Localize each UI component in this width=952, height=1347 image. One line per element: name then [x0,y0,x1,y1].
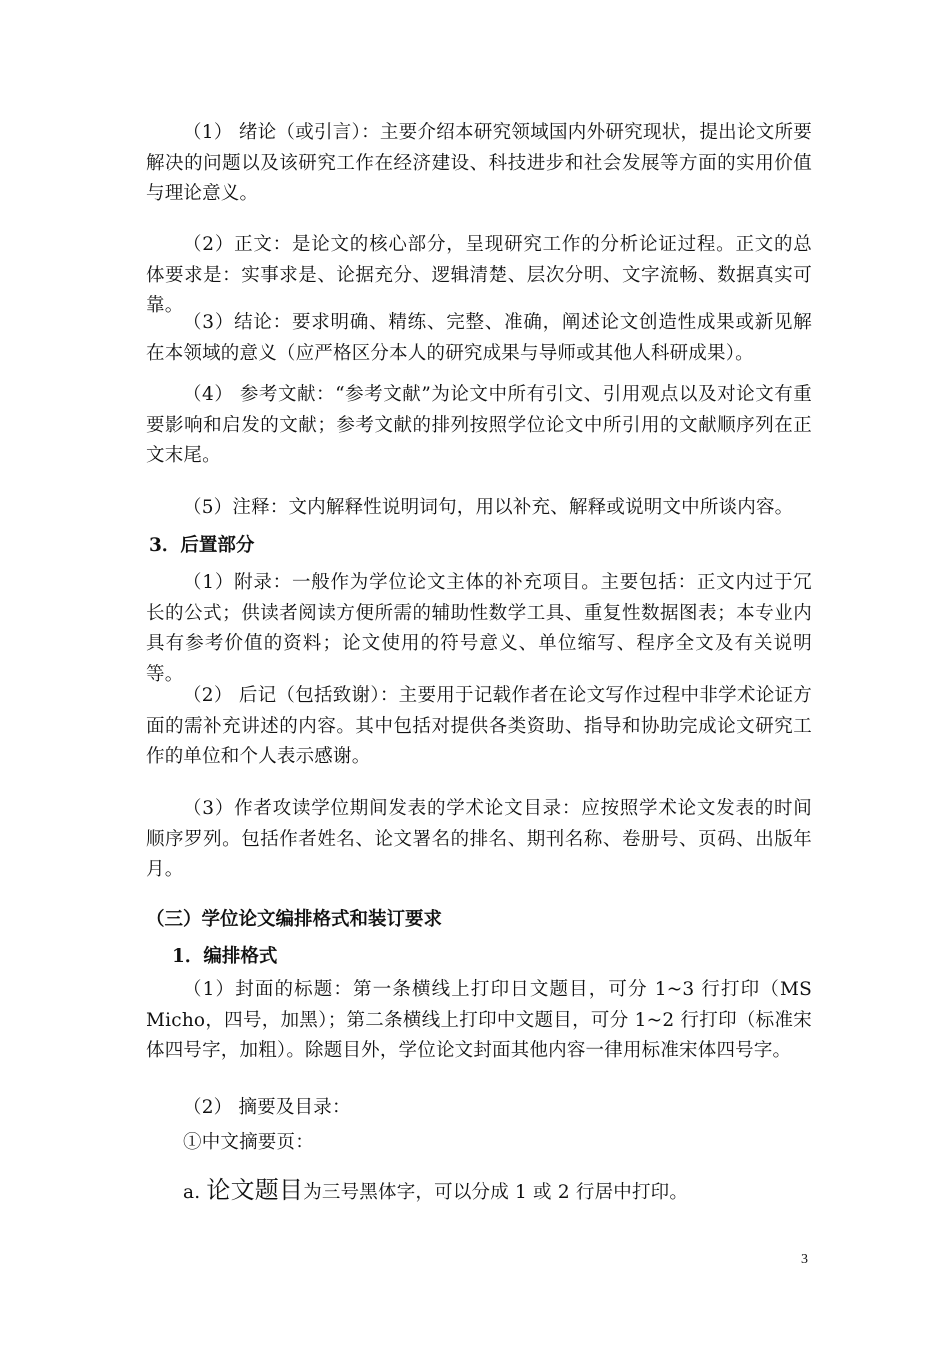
paragraph-chinese-abstract: ①中文摘要页： [183,1132,314,1153]
paragraph-main-body: （2）正文：是论文的核心部分，呈现研究工作的分析论证过程。正文的总体要求是：实事求是、论据充分、逻辑清楚、层次分明、文字流畅、数据真实可靠。 [146,234,812,316]
paragraph-appendix: （1）附录：一般作为学位论文主体的补充项目。主要包括：正文内过于冗长的公式；供读者阅读方便所需的辅助性数学工具、重复性数据图表；本专业内具有参考价值的资料；论文使用的符号意义、单位缩写、程序全文及有关说明等。 [146,572,812,685]
rule-text: 为三号黑体字，可以分成 1 或 2 行居中打印。 [303,1182,689,1203]
paragraph-conclusion: （3）结论：要求明确、精练、完整、准确，阐述论文创造性成果或新见解在本领域的意义（应严格区分本人的研究成果与导师或其他人科研成果）。 [146,312,812,364]
page-number: 3 [801,1252,808,1267]
large-text-sample: 论文题目 [206,1176,304,1204]
paragraph-thesis-title-rule [146,1172,812,1211]
paragraph-cover-title: （1）封面的标题：第一条横线上打印日文题目，可分 1~3 行打印（MS Micho，四号，加黑）；第二条横线上打印中文题目，可分 1~2 行打印（标准宋体四号字，加粗）。除题目外，学位论文封面其他内容一律用标准宋体四号字。 [146,979,812,1061]
paragraph-notes: （5）注释：文内解释性说明词句，用以补充、解释或说明文中所谈内容。 [183,497,794,518]
item-marker: a. [183,1182,201,1203]
heading-back-matter: 3．后置部分 [149,535,255,556]
paragraph-introduction: （1） 绪论（或引言）：主要介绍本研究领域国内外研究现状，提出论文所要解决的问题以及该研究工作在经济建设、科技进步和社会发展等方面的实用价值与理论意义。 [146,122,812,204]
paragraph-postscript: （2） 后记（包括致谢）：主要用于记载作者在论文写作过程中非学术论证方面的需补充讲述的内容。其中包括对提供各类资助、指导和协助完成论文研究工作的单位和个人表示感谢。 [146,685,812,767]
paragraph-references: （4） 参考文献：“参考文献”为论文中所有引文、引用观点以及对论文有重要影响和启发的文献；参考文献的排列按照学位论文中所引用的文献顺序列在正文末尾。 [146,384,812,466]
paragraph-abstract-toc: （2） 摘要及目录： [183,1097,351,1118]
heading-layout-format: 1．编排格式 [172,946,278,967]
section-heading-format: （三）学位论文编排格式和装订要求 [146,909,443,930]
paragraph-publication-list: （3）作者攻读学位期间发表的学术论文目录：应按照学术论文发表的时间顺序罗列。包括作者姓名、论文署名的排名、期刊名称、卷册号、页码、出版年月。 [146,798,812,880]
